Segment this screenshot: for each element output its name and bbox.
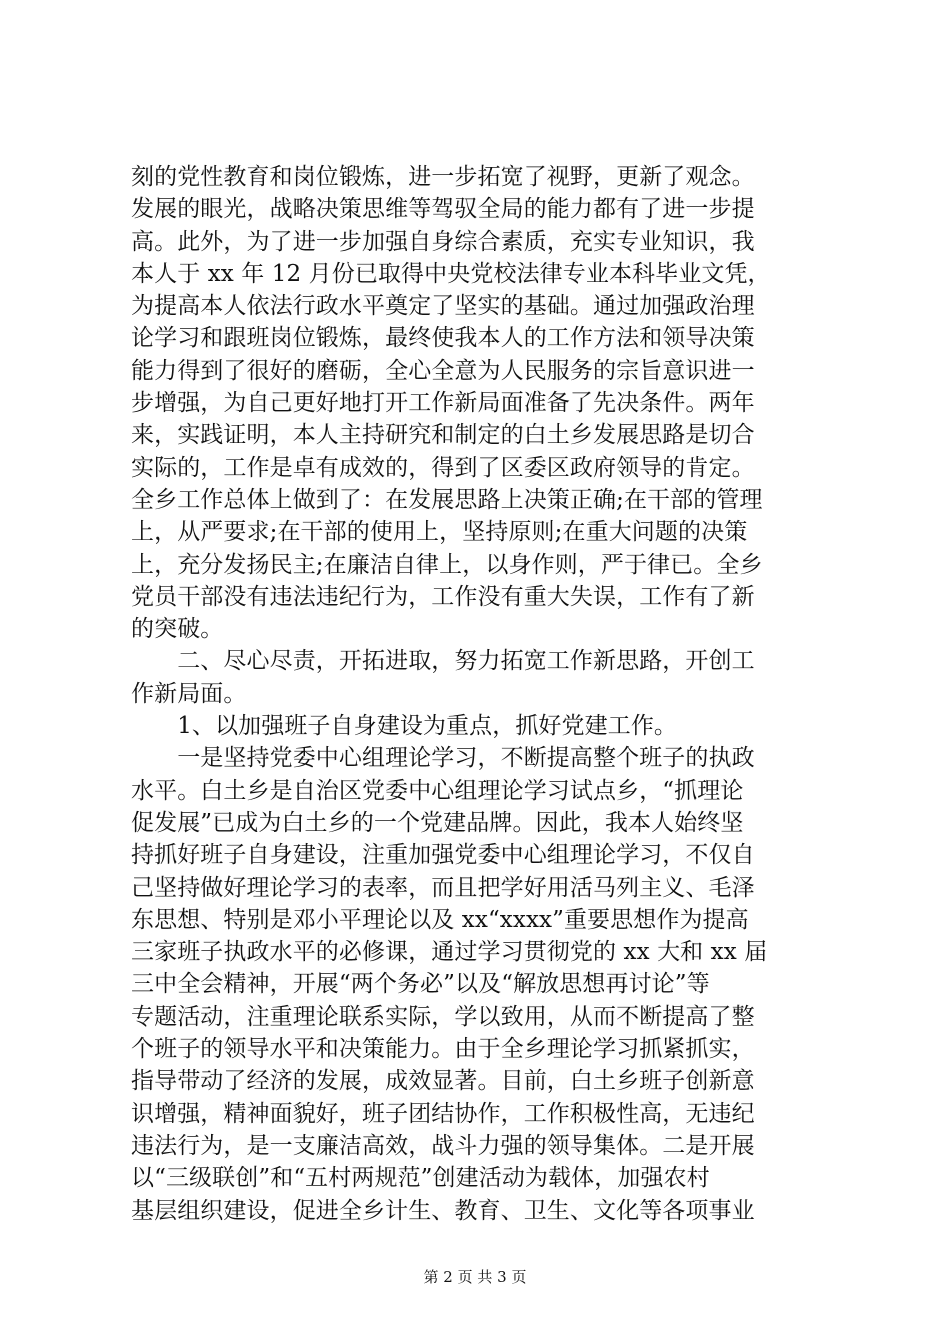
text-line: 实际的，工作是卓有成效的，得到了区委区政府领导的肯定。 [131,454,755,481]
text-line: 以“三级联创”和“五村两规范”创建活动为载体，加强农村 [131,1165,710,1192]
text-line: 作新局面。 [131,680,247,707]
text-line: 己坚持做好理论学习的表率，而且把学好用活马列主义、毛泽 [131,874,755,901]
text-line: 专题活动，注重理论联系实际，学以致用，从而不断提高了整 [131,1003,755,1030]
text-line: 三中全会精神，开展“两个务必”以及“解放思想再讨论”等 [131,971,710,998]
text-line: 全乡工作总体上做到了：在发展思路上决策正确;在干部的管理 [131,486,763,513]
text-line: 论学习和跟班岗位锻炼，最终使我本人的工作方法和领导决策 [131,325,755,352]
text-line: 违法行为，是一支廉洁高效，战斗力强的领导集体。二是开展 [131,1132,755,1159]
page-footer: 第 2 页 共 3 页 [423,1268,527,1286]
text-line: 1、以加强班子自身建设为重点，抓好党建工作。 [131,713,678,740]
text-line: 促发展”已成为白土乡的一个党建品牌。因此，我本人始终坚 [131,809,744,836]
text-line: 来，实践证明，本人主持研究和制定的白土乡发展思路是切合 [131,422,755,449]
text-line: 三家班子执政水平的必修课，通过学习贯彻党的 xx 大和 xx 届 [131,939,768,966]
text-line: 水平。白土乡是自治区党委中心组理论学习试点乡，“抓理论 [131,777,744,804]
text-line: 发展的眼光，战略决策思维等驾驭全局的能力都有了进一步提 [131,196,755,223]
text-line: 基层组织建设，促进全乡计生、教育、卫生、文化等各项事业 [131,1197,755,1224]
text-line: 本人于 xx 年 12 月份已取得中央党校法律专业本科毕业文凭， [131,260,771,287]
text-line: 高。此外，为了进一步加强自身综合素质，充实专业知识，我 [131,228,755,255]
text-line: 刻的党性教育和岗位锻炼，进一步拓宽了视野，更新了观念。 [131,164,755,190]
text-line: 二、尽心尽责，开拓进取，努力拓宽工作新思路，开创工 [131,648,755,675]
text-line: 党员干部没有违法违纪行为，工作没有重大失误，工作有了新 [131,583,755,610]
text-line: 步增强，为自己更好地打开工作新局面准备了先决条件。两年 [131,390,755,417]
text-line: 的突破。 [131,616,224,643]
text-line: 东思想、特别是邓小平理论以及 xx“xxxx”重要思想作为提高 [131,906,749,933]
text-line: 能力得到了很好的磨砺，全心全意为人民服务的宗旨意识进一 [131,357,755,384]
text-line: 上，充分发扬民主;在廉洁自律上，以身作则，严于律已。全乡 [131,551,763,578]
text-line: 为提高本人依法行政水平奠定了坚实的基础。通过加强政治理 [131,293,755,320]
text-line: 指导带动了经济的发展，成效显著。目前，白土乡班子创新意 [131,1068,755,1095]
body-text [131,161,831,1227]
text-line: 识增强，精神面貌好，班子团结协作，工作积极性高，无违纪 [131,1100,755,1127]
text-line: 一是坚持党委中心组理论学习，不断提高整个班子的执政 [131,745,755,772]
text-line: 持抓好班子自身建设，注重加强党委中心组理论学习，不仅自 [131,842,755,869]
text-line: 上，从严要求;在干部的使用上，坚持原则;在重大问题的决策 [131,519,748,546]
text-line: 个班子的领导水平和决策能力。由于全乡理论学习抓紧抓实， [131,1036,755,1063]
